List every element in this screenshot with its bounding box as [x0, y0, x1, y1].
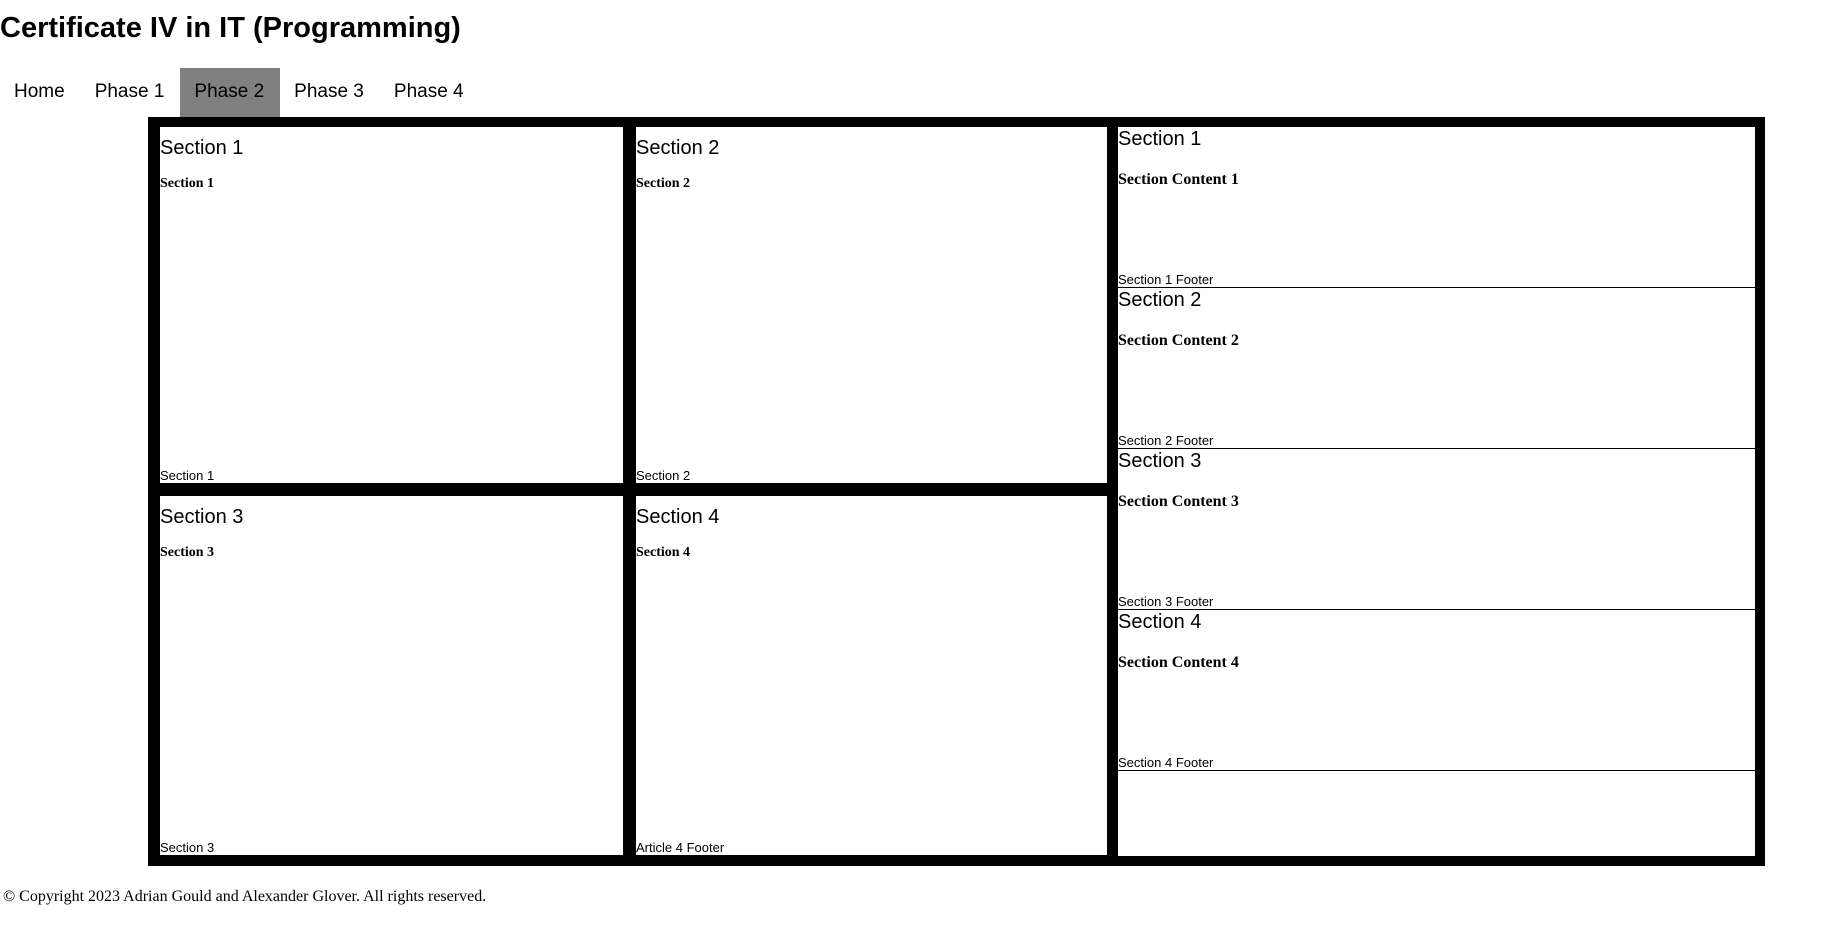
panel-heading: Section 1	[160, 137, 244, 159]
aside-content: Section Content 4	[1118, 654, 1239, 671]
copyright-notice: © Copyright 2023 Adrian Gould and Alexander Glover. All rights reserved.	[3, 888, 487, 905]
panel-body: Section 3	[160, 545, 215, 560]
aside-heading: Section 3	[1118, 450, 1202, 472]
page-title: Certificate IV in IT (Programming)	[0, 12, 461, 44]
panel-body: Section 4	[636, 545, 691, 560]
aside-section-4	[1118, 610, 1755, 771]
aside-section-1	[1118, 127, 1755, 288]
panel-section-2	[636, 127, 1107, 483]
panel-footer: Section 2	[636, 468, 691, 483]
panel-section-1	[160, 127, 623, 483]
panel-section-3	[160, 496, 623, 855]
aside-heading: Section 4	[1118, 611, 1202, 633]
aside-footer: Section 2 Footer	[1118, 433, 1214, 448]
nav-item-phase-3[interactable]: Phase 3	[294, 81, 364, 102]
panel-footer: Article 4 Footer	[636, 840, 725, 855]
nav-item-home[interactable]: Home	[14, 81, 65, 102]
panel-body: Section 2	[636, 176, 691, 191]
aside-content: Section Content 1	[1118, 171, 1239, 188]
aside-section-2	[1118, 288, 1755, 449]
aside-content: Section Content 2	[1118, 332, 1239, 349]
panel-footer: Section 3	[160, 840, 215, 855]
aside-section-3	[1118, 449, 1755, 610]
aside-content: Section Content 3	[1118, 493, 1239, 510]
panel-heading: Section 4	[636, 506, 720, 528]
aside-heading: Section 1	[1118, 128, 1202, 150]
aside-column	[1118, 127, 1755, 856]
nav-item-phase-1[interactable]: Phase 1	[94, 81, 165, 102]
panel-heading: Section 2	[636, 137, 720, 159]
panel-section-4	[636, 496, 1107, 855]
content-grid	[148, 117, 1765, 866]
nav-item-phase-2[interactable]: Phase 2	[180, 68, 280, 117]
panel-heading: Section 3	[160, 506, 244, 528]
panel-body: Section 1	[160, 176, 215, 191]
panel-footer: Section 1	[160, 468, 215, 483]
aside-footer: Section 1 Footer	[1118, 272, 1214, 287]
aside-heading: Section 2	[1118, 289, 1202, 311]
main-nav	[0, 68, 480, 117]
aside-footer: Section 4 Footer	[1118, 755, 1214, 770]
nav-item-phase-4[interactable]: Phase 4	[393, 81, 464, 102]
aside-footer: Section 3 Footer	[1118, 594, 1214, 609]
